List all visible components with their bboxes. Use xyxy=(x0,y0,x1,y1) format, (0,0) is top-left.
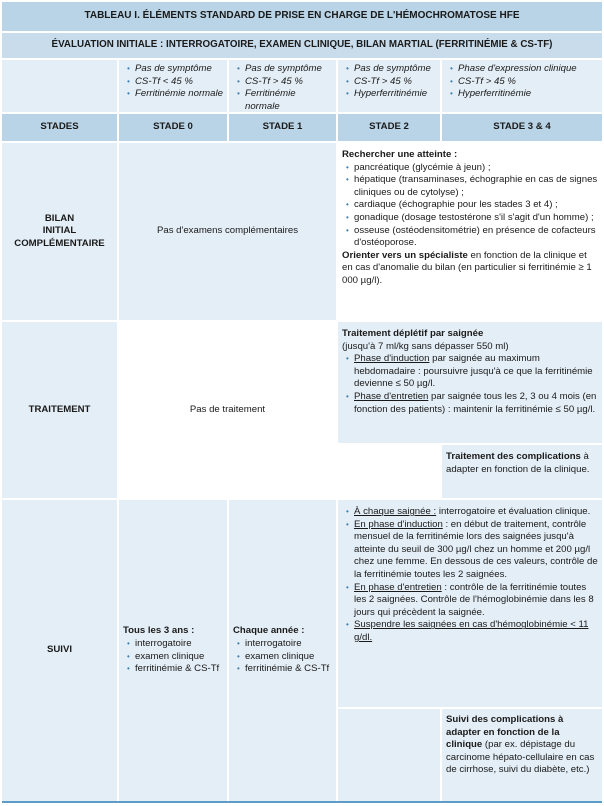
bilan-label-line: INITIAL xyxy=(42,225,77,237)
header-stade34-text: STADE 3 & 4 xyxy=(493,121,551,133)
criteria-item: • CS-Tf > 45 % xyxy=(446,76,598,89)
bilan-orienter-bold: Orienter vers un spécialiste xyxy=(342,249,468,261)
bilan-label-line: COMPLÉMENTAIRE xyxy=(14,237,105,249)
header-stade2 xyxy=(338,114,440,141)
header-stade2-text: STADE 2 xyxy=(369,121,409,133)
bilan-stade01 xyxy=(119,143,336,320)
traitement-induction xyxy=(342,353,598,391)
suivi-stade0-item: • examen clinique xyxy=(123,651,223,664)
suivi-label-text: SUIVI xyxy=(46,644,73,656)
table-title xyxy=(2,2,602,31)
criteria-item: • Pas de symptôme xyxy=(123,63,223,76)
suivi-stade1-item: • ferritinémie & CS-Tf xyxy=(233,663,332,676)
suivi-stade0-item: • interrogatoire xyxy=(123,638,223,651)
criteria-stade1 xyxy=(229,60,336,112)
suivi-stade0-item: • ferritinémie & CS-Tf xyxy=(123,663,223,676)
traitement-title: Traitement déplétif par saignée xyxy=(342,328,484,339)
header-stades-text: STADES xyxy=(40,121,79,133)
suivi-stade0-title: Tous les 3 ans : xyxy=(123,625,195,637)
bilan-label-line: BILAN xyxy=(44,212,75,224)
criteria-item: • Hyperferritinémie xyxy=(446,88,598,101)
criteria-item: • Pas de symptôme xyxy=(342,63,436,76)
suivi-chaque-rest: interrogatoire et évaluation clinique. xyxy=(436,506,591,517)
traitement-label-text: TRAITEMENT xyxy=(28,403,91,415)
suivi-stade0 xyxy=(119,500,227,801)
suivi-stade1 xyxy=(229,500,336,801)
traitement-stade234 xyxy=(338,322,602,443)
suivi-induction xyxy=(342,519,598,582)
bilan-item: • gonadique (dosage testostérone s'il s'agit d'un homme) ; xyxy=(342,212,598,225)
criteria-item: • CS-Tf > 45 % xyxy=(233,76,332,89)
suivi-induction-label: En phase d'induction xyxy=(354,518,443,530)
suivi-entretien-rest: : contrôle de la ferritinémie toutes les 2 saignées. Contrôle de l'hémoglobinémie dans les 8 jours qui précèdent la saignée. xyxy=(354,581,594,618)
suivi-complications-bold: Suivi des complications à adapter en fonction de la clinique xyxy=(446,714,564,751)
table-title-text: TABLEAU I. ÉLÉMENTS STANDARD DE PRISE EN CHARGE DE L'HÉMOCHROMATOSE HFE xyxy=(84,10,520,22)
traitement-stade01 xyxy=(119,322,336,498)
suivi-chaque-label: À chaque saignée : xyxy=(354,506,437,517)
traitement-complications-bold: Traitement des complications xyxy=(446,451,581,462)
suivi-stade1-title: Chaque année : xyxy=(233,625,305,637)
traitement-subtitle: (jusqu'à 7 ml/kg sans dépasser 550 ml) xyxy=(342,340,509,352)
suivi-entretien-label: En phase d'entretien xyxy=(354,581,442,593)
suivi-stade2-empty xyxy=(338,709,440,801)
suivi-stade234 xyxy=(338,500,602,707)
criteria-stades-cell xyxy=(2,60,117,112)
criteria-item: • Ferritinémie normale xyxy=(123,88,223,101)
bilan-stade01-text: Pas d'examens complémentaires xyxy=(156,225,298,237)
traitement-complications-rest: à adapter en fonction de la clinique. xyxy=(446,451,590,475)
criteria-stade34 xyxy=(442,60,602,112)
table-bottom-border xyxy=(2,801,602,803)
suivi-entretien xyxy=(342,582,598,620)
suivi-suspendre-label: Suspendre les saignées en cas d'hémoglobinémie < 11 g/dl. xyxy=(354,619,589,643)
criteria-item: • Ferritinémie normale xyxy=(233,88,332,113)
suivi-stade1-item: • examen clinique xyxy=(233,651,332,664)
traitement-entretien-label: Phase d'entretien xyxy=(354,390,429,402)
suivi-complications-rest: (par ex. dépistage du carcinome hépato-cellulaire en cas de cirrhose, suivi du diabète, etc.) xyxy=(446,739,595,776)
traitement-stade2-empty xyxy=(338,445,440,498)
suivi-chaque xyxy=(342,506,598,519)
header-stade0-text: STADE 0 xyxy=(153,121,193,133)
header-stade1 xyxy=(229,114,336,141)
bilan-item: • osseuse (ostéodensitométrie) en présence de cofacteurs d'ostéoporose. xyxy=(342,225,598,250)
row-label-bilan xyxy=(2,143,117,320)
traitement-entretien xyxy=(342,391,598,416)
bilan-stade234 xyxy=(338,143,602,320)
header-stade34 xyxy=(442,114,602,141)
bilan-item: • cardiaque (échographie pour les stades 3 et 4) ; xyxy=(342,199,598,212)
bilan-item: • pancréatique (glycémie à jeun) ; xyxy=(342,162,598,175)
bilan-title: Rechercher une atteinte : xyxy=(342,149,458,160)
suivi-suspendre xyxy=(342,619,598,644)
table-subtitle-text: ÉVALUATION INITIALE : INTERROGATOIRE, EXAMEN CLINIQUE, BILAN MARTIAL (FERRITINÉMIE & CS-TF) xyxy=(51,39,553,51)
criteria-item: • CS-Tf < 45 % xyxy=(123,76,223,89)
table-subtitle xyxy=(2,33,602,58)
traitement-entretien-rest: par saignée tous les 2, 3 ou 4 mois (en fonction des patients) : maintenir la ferritinémie ≤ 50 µg/l. xyxy=(354,390,597,415)
row-label-suivi xyxy=(2,500,117,801)
header-stade0 xyxy=(119,114,227,141)
header-stades xyxy=(2,114,117,141)
traitement-stade01-text: Pas de traitement xyxy=(189,403,266,415)
traitement-stade34 xyxy=(442,445,602,498)
bilan-orienter-rest: en fonction de la clinique et en cas d'anomalie du bilan (en particulier si ferritinémie ≥ 1 000 µg/l). xyxy=(342,249,592,286)
bilan-orienter xyxy=(342,250,598,288)
suivi-stade34 xyxy=(442,709,602,801)
criteria-stade0 xyxy=(119,60,227,112)
suivi-induction-rest: : en début de traitement, contrôle mensuel de la ferritinémie lors des saignées jusqu'à atteinte du seuil de 300 µg/l chez un homme et 200 µg/l chez une femme. En dessous de ces valeurs, contrôle de la ferritinémie toutes les 2 saignées. xyxy=(354,518,598,580)
bilan-item: • hépatique (transaminases, échographie en cas de signes cliniques ou de cytolyse) ; xyxy=(342,174,598,199)
criteria-stade2 xyxy=(338,60,440,112)
criteria-item: • Hyperferritinémie xyxy=(342,88,436,101)
criteria-item: • Phase d'expression clinique xyxy=(446,63,598,76)
criteria-item: • Pas de symptôme xyxy=(233,63,332,76)
traitement-induction-label: Phase d'induction xyxy=(354,353,430,365)
traitement-induction-rest: par saignée au maximum hebdomadaire : poursuivre jusqu'à ce que la ferritinémie devienne ≤ 50 µg/l. xyxy=(354,353,593,390)
header-stade1-text: STADE 1 xyxy=(262,121,303,133)
criteria-item: • CS-Tf > 45 % xyxy=(342,76,436,89)
suivi-stade1-item: • interrogatoire xyxy=(233,638,332,651)
row-label-traitement xyxy=(2,322,117,498)
